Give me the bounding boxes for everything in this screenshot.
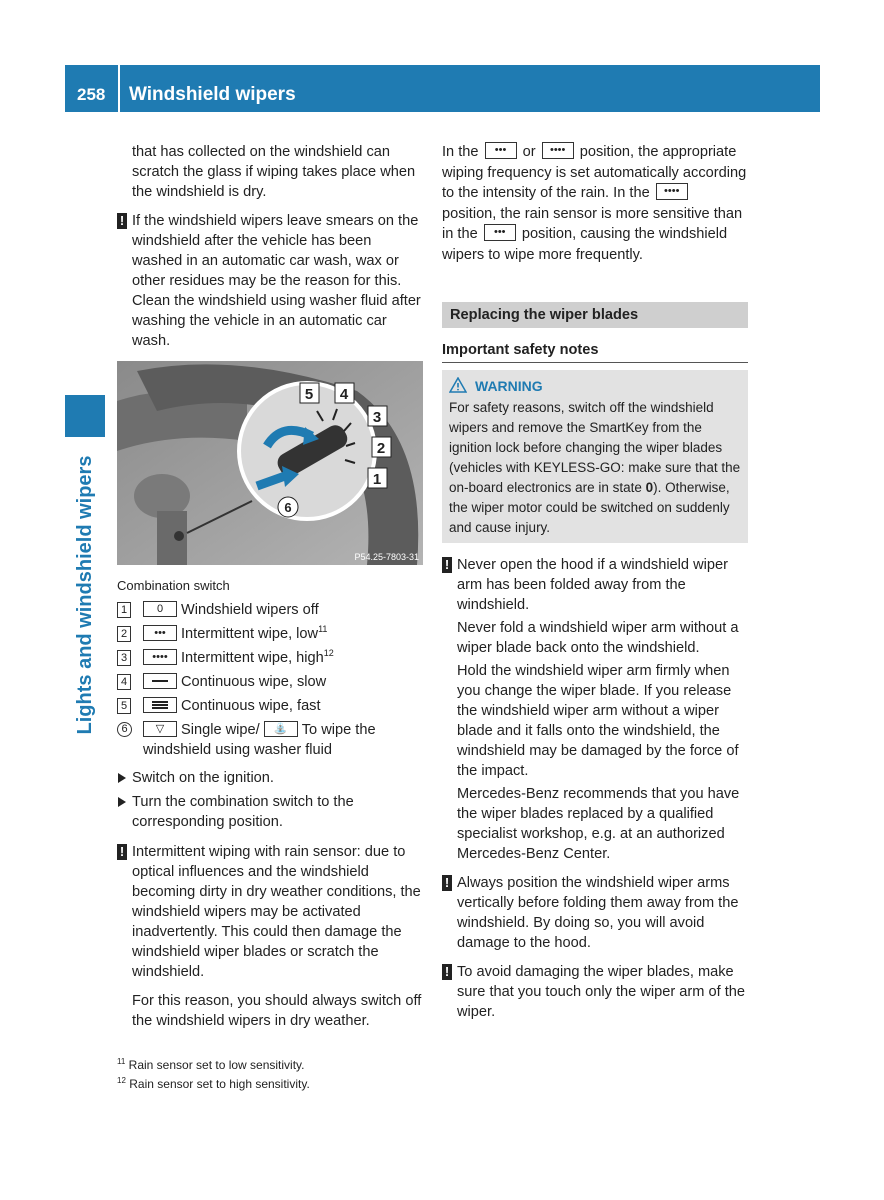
intermittent-low-icon: ••• bbox=[485, 142, 517, 159]
switch-item-text: Single wipe/ bbox=[181, 722, 260, 738]
note-text: Never fold a windshield wiper arm without a wiper blade back onto the windshield. bbox=[457, 619, 739, 656]
switch-item-text: Continuous wipe, slow bbox=[181, 674, 327, 690]
exclamation-icon: ! bbox=[442, 875, 452, 891]
item-number: 5 bbox=[117, 698, 131, 714]
footnote: $^{11}$ Rain sensor set to low sensitivity. bbox=[117, 1057, 305, 1072]
switch-item-text: Windshield wipers off bbox=[181, 602, 319, 618]
note-text: Mercedes-Benz recommends that you have the wiper blades replaced by a qualified specialist workshop, e.g. at an authorized Mercedes-Benz Center. bbox=[457, 785, 740, 862]
footnotes bbox=[117, 1056, 423, 1094]
note-block bbox=[442, 962, 748, 1022]
switch-item bbox=[117, 622, 423, 646]
note-text: For this reason, you should always switch off the windshield wipers in dry weather. bbox=[132, 993, 422, 1029]
continuous-fast-icon bbox=[143, 697, 177, 713]
switch-item-text: Intermittent wipe, low bbox=[181, 626, 319, 642]
header-divider bbox=[118, 65, 120, 112]
side-tab-marker bbox=[65, 395, 105, 437]
left-column bbox=[117, 142, 423, 1040]
step-item: Switch on the ignition. bbox=[117, 768, 423, 788]
switch-item bbox=[117, 598, 423, 622]
paragraph: that has collected on the windshield can scratch the glass if wiping takes place when the windshield is dry. bbox=[132, 144, 416, 200]
footnote: $^{12}$ Rain sensor set to high sensitivity. bbox=[117, 1076, 310, 1091]
warning-triangle-icon bbox=[449, 377, 467, 393]
switch-item-text: To wipe the windshield using washer fluid bbox=[143, 722, 376, 758]
combination-switch-figure bbox=[117, 361, 423, 565]
figure-code: P54.25-7803-31 bbox=[354, 552, 419, 562]
step-item: Turn the combination switch to the corresponding position. bbox=[117, 792, 423, 832]
exclamation-icon: ! bbox=[117, 844, 127, 860]
switch-item bbox=[117, 694, 423, 718]
continuous-slow-icon bbox=[143, 673, 177, 689]
switch-item-text: Continuous wipe, fast bbox=[181, 698, 321, 714]
intermittent-low-icon: ••• bbox=[484, 224, 516, 241]
off-symbol-icon: 0 bbox=[143, 601, 177, 617]
switch-item bbox=[117, 670, 423, 694]
exclamation-icon: ! bbox=[442, 557, 452, 573]
figure-label-6: 6 bbox=[284, 500, 292, 515]
figure-label-5: 5 bbox=[304, 386, 314, 403]
warning-text: ). Otherwise, the wiper motor could be switched on suddenly and cause injury. bbox=[449, 479, 730, 535]
page-header bbox=[65, 65, 820, 112]
subsection-heading: Important safety notes bbox=[442, 340, 748, 363]
note-block bbox=[442, 873, 748, 953]
single-wipe-icon: ▽ bbox=[143, 721, 177, 737]
intermittent-low-icon: ••• bbox=[143, 625, 177, 641]
switch-item bbox=[117, 646, 423, 670]
warning-label: WARNING bbox=[475, 377, 543, 394]
exclamation-icon: ! bbox=[442, 964, 452, 980]
footnote-ref: 11 bbox=[318, 624, 328, 635]
exclamation-icon: ! bbox=[117, 213, 127, 229]
intermittent-high-icon: •••• bbox=[542, 142, 574, 159]
intermittent-high-icon: •••• bbox=[143, 649, 177, 665]
item-number: 6 bbox=[117, 722, 132, 737]
switch-item bbox=[117, 718, 423, 760]
intermittent-high-icon: •••• bbox=[656, 183, 688, 200]
note-block bbox=[117, 842, 423, 1031]
note-text: Never open the hood if a windshield wiper arm has been folded away from the windshield. bbox=[457, 556, 728, 613]
note-text: Intermittent wiping with rain sensor: due to optical influences and the windshield becoming dirty in dry weather conditions, the windshield wipers may be activated inadvertently. This could then damage the windshield wiper blades or scratch the windshield. bbox=[132, 844, 421, 980]
section-heading: Replacing the wiper blades bbox=[442, 302, 748, 328]
warning-header bbox=[449, 376, 741, 396]
side-tab bbox=[65, 445, 105, 745]
figure-label-2: 2 bbox=[376, 440, 386, 457]
right-column bbox=[442, 142, 748, 1022]
note-block bbox=[442, 555, 748, 864]
note-text: If the windshield wipers leave smears on the windshield after the vehicle has been washed in an automatic car wash, wax or other residues may be the reason for this. Clean the windshield using washer fluid after washing the vehicle in an automatic car wash. bbox=[132, 213, 421, 349]
figure-label-3: 3 bbox=[372, 409, 382, 426]
figure-illustration bbox=[117, 361, 423, 565]
figure-label-4: 4 bbox=[339, 386, 349, 403]
side-tab-label: Lights and windshield wipers bbox=[74, 455, 96, 735]
figure-label-1: 1 bbox=[372, 471, 382, 488]
washer-fluid-icon: ⛲ bbox=[264, 721, 298, 737]
item-number: 3 bbox=[117, 650, 131, 666]
note-text: Hold the windshield wiper arm firmly when you change the wiper blade. If you release the windshield wiper arm without a wiper blade and it falls onto the windshield, the windshield may be damaged by the force of the impact. bbox=[457, 662, 739, 779]
footnote-ref: 12 bbox=[323, 648, 334, 659]
warning-box bbox=[442, 370, 748, 543]
warning-text: For safety reasons, switch off the windshield wipers and remove the SmartKey from the ignition lock before changing the wiper blades (vehicles with KEYLESS-GO: make sure that the on-board electronics are in state bbox=[449, 399, 741, 495]
note-text: To avoid damaging the wiper blades, make sure that you touch only the wiper arm of the wiper. bbox=[457, 963, 745, 1020]
note-block bbox=[117, 211, 423, 351]
page-title: Windshield wipers bbox=[129, 84, 296, 105]
item-number: 2 bbox=[117, 626, 131, 642]
warning-state: 0 bbox=[645, 479, 654, 495]
item-number: 4 bbox=[117, 674, 131, 690]
figure-caption: Combination switch bbox=[117, 578, 230, 593]
switch-item-text: Intermittent wipe, high bbox=[181, 650, 324, 666]
item-number: 1 bbox=[117, 602, 131, 618]
paragraph: In the ••• or •••• position, the appropriate wiping frequency is set automatically according to the intensity of the rain. In the •••• position, the rain sensor is more sensitive than in the ••• position, causing the windshield wipers to wipe more frequently. bbox=[442, 143, 747, 263]
page-number: 258 bbox=[77, 85, 106, 104]
note-text: Always position the windshield wiper arms vertically before folding them away from the windshield. By doing so, you will avoid damage to the hood. bbox=[457, 874, 739, 951]
